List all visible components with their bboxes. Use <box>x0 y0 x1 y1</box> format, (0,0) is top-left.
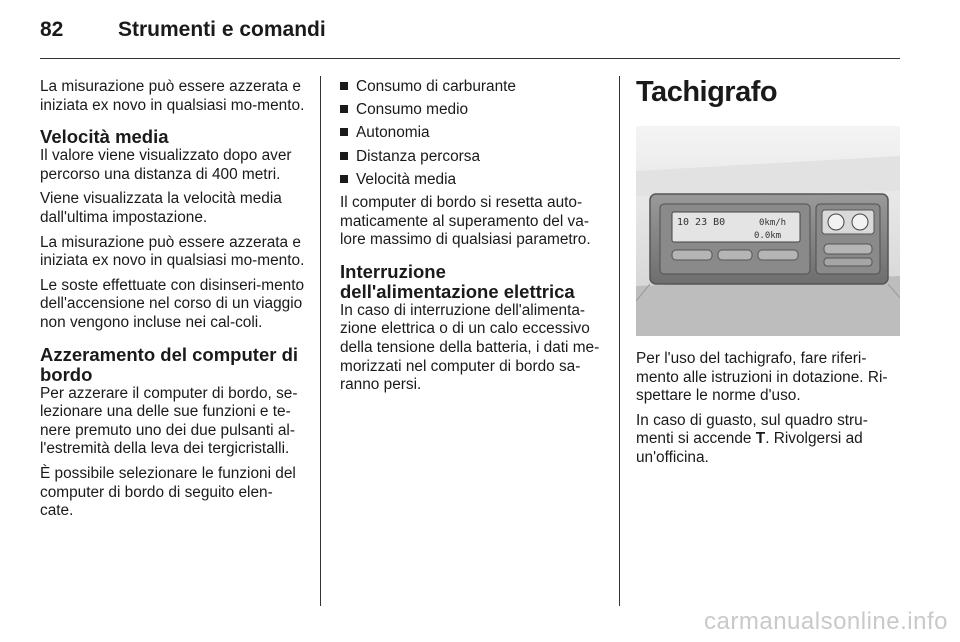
page-number: 82 <box>40 18 64 41</box>
bullet-square-icon <box>340 175 348 183</box>
list-item: Consumo medio <box>340 101 608 120</box>
header-rule <box>40 58 900 59</box>
paragraph: È possibile selezionare le funzioni del computer di bordo di seguito elen-cate. <box>40 464 296 520</box>
watermark: carmanualsonline.info <box>704 608 948 635</box>
bullet-square-icon <box>340 128 348 136</box>
paragraph: Il computer di bordo si resetta auto-maticamente al superamento del va-lore massimo di qualsiasi parametro. <box>340 193 591 249</box>
heading-reset-computer: Azzeramento del computer di bordo <box>40 343 299 385</box>
paragraph: Per l'uso del tachigrafo, fare riferi-mento alle istruzioni in dotazione. Ri-spettare le norme d'uso. <box>636 350 888 405</box>
heading-average-speed: Velocità media <box>40 126 169 148</box>
list-item: Velocità media <box>340 171 608 190</box>
paragraph: Il valore viene visualizzato dopo aver percorso una distanza di 400 metri. <box>40 147 292 183</box>
tachograph-warning-icon: T <box>755 430 766 448</box>
display-line-1: 10 23 B0 <box>677 217 726 228</box>
paragraph: La misurazione può essere azzerata e iniziata ex novo in qualsiasi mo-mento. <box>40 78 305 114</box>
bullet-square-icon <box>340 82 348 90</box>
paragraph: In caso di interruzione dell'alimenta-zione elettrica o di un calo eccessivo della tensione della batteria, i dati me-morizzati nel computer di bordo sa-ranno persi. <box>340 301 600 394</box>
bullet-square-icon <box>340 152 348 160</box>
heading-power-interruption: Interruzione dell'alimentazione elettrica <box>340 260 575 302</box>
list-item: Distanza percorsa <box>340 148 608 167</box>
bullet-square-icon <box>340 105 348 113</box>
list-item: Consumo di carburante <box>340 78 608 97</box>
display-line-1b: 0km/h <box>759 218 787 228</box>
paragraph: In caso di guasto, sul quadro stru-menti si accende T. Rivolgersi ad un'officina. <box>636 411 868 466</box>
list-item: Autonomia <box>340 124 608 143</box>
function-list <box>340 78 608 189</box>
tachograph-illustration <box>636 126 900 336</box>
paragraph: La misurazione può essere azzerata e iniziata ex novo in qualsiasi mo-mento. <box>40 233 305 270</box>
paragraph: Per azzerare il computer di bordo, se-lezionare una delle sue funzioni e te-nere premuto uno dei due pulsanti al-l'estremità della leva dei tergicristalli. <box>40 384 298 458</box>
column-divider-2 <box>619 76 620 606</box>
paragraph: Viene visualizzata la velocità media dall'ultima impostazione. <box>40 190 282 226</box>
column-3 <box>636 350 902 474</box>
column-divider-1 <box>320 76 321 606</box>
column-1 <box>40 78 306 527</box>
page-header-title: Strumenti e comandi <box>118 18 326 41</box>
display-line-2: 0.0km <box>754 231 782 241</box>
paragraph: Le soste effettuate con disinseri-mento dell'accensione nel corso di un viaggio non vengono incluse nei cal-coli. <box>40 276 305 331</box>
column-2 <box>340 78 608 401</box>
section-title: Tachigrafo <box>636 76 778 108</box>
